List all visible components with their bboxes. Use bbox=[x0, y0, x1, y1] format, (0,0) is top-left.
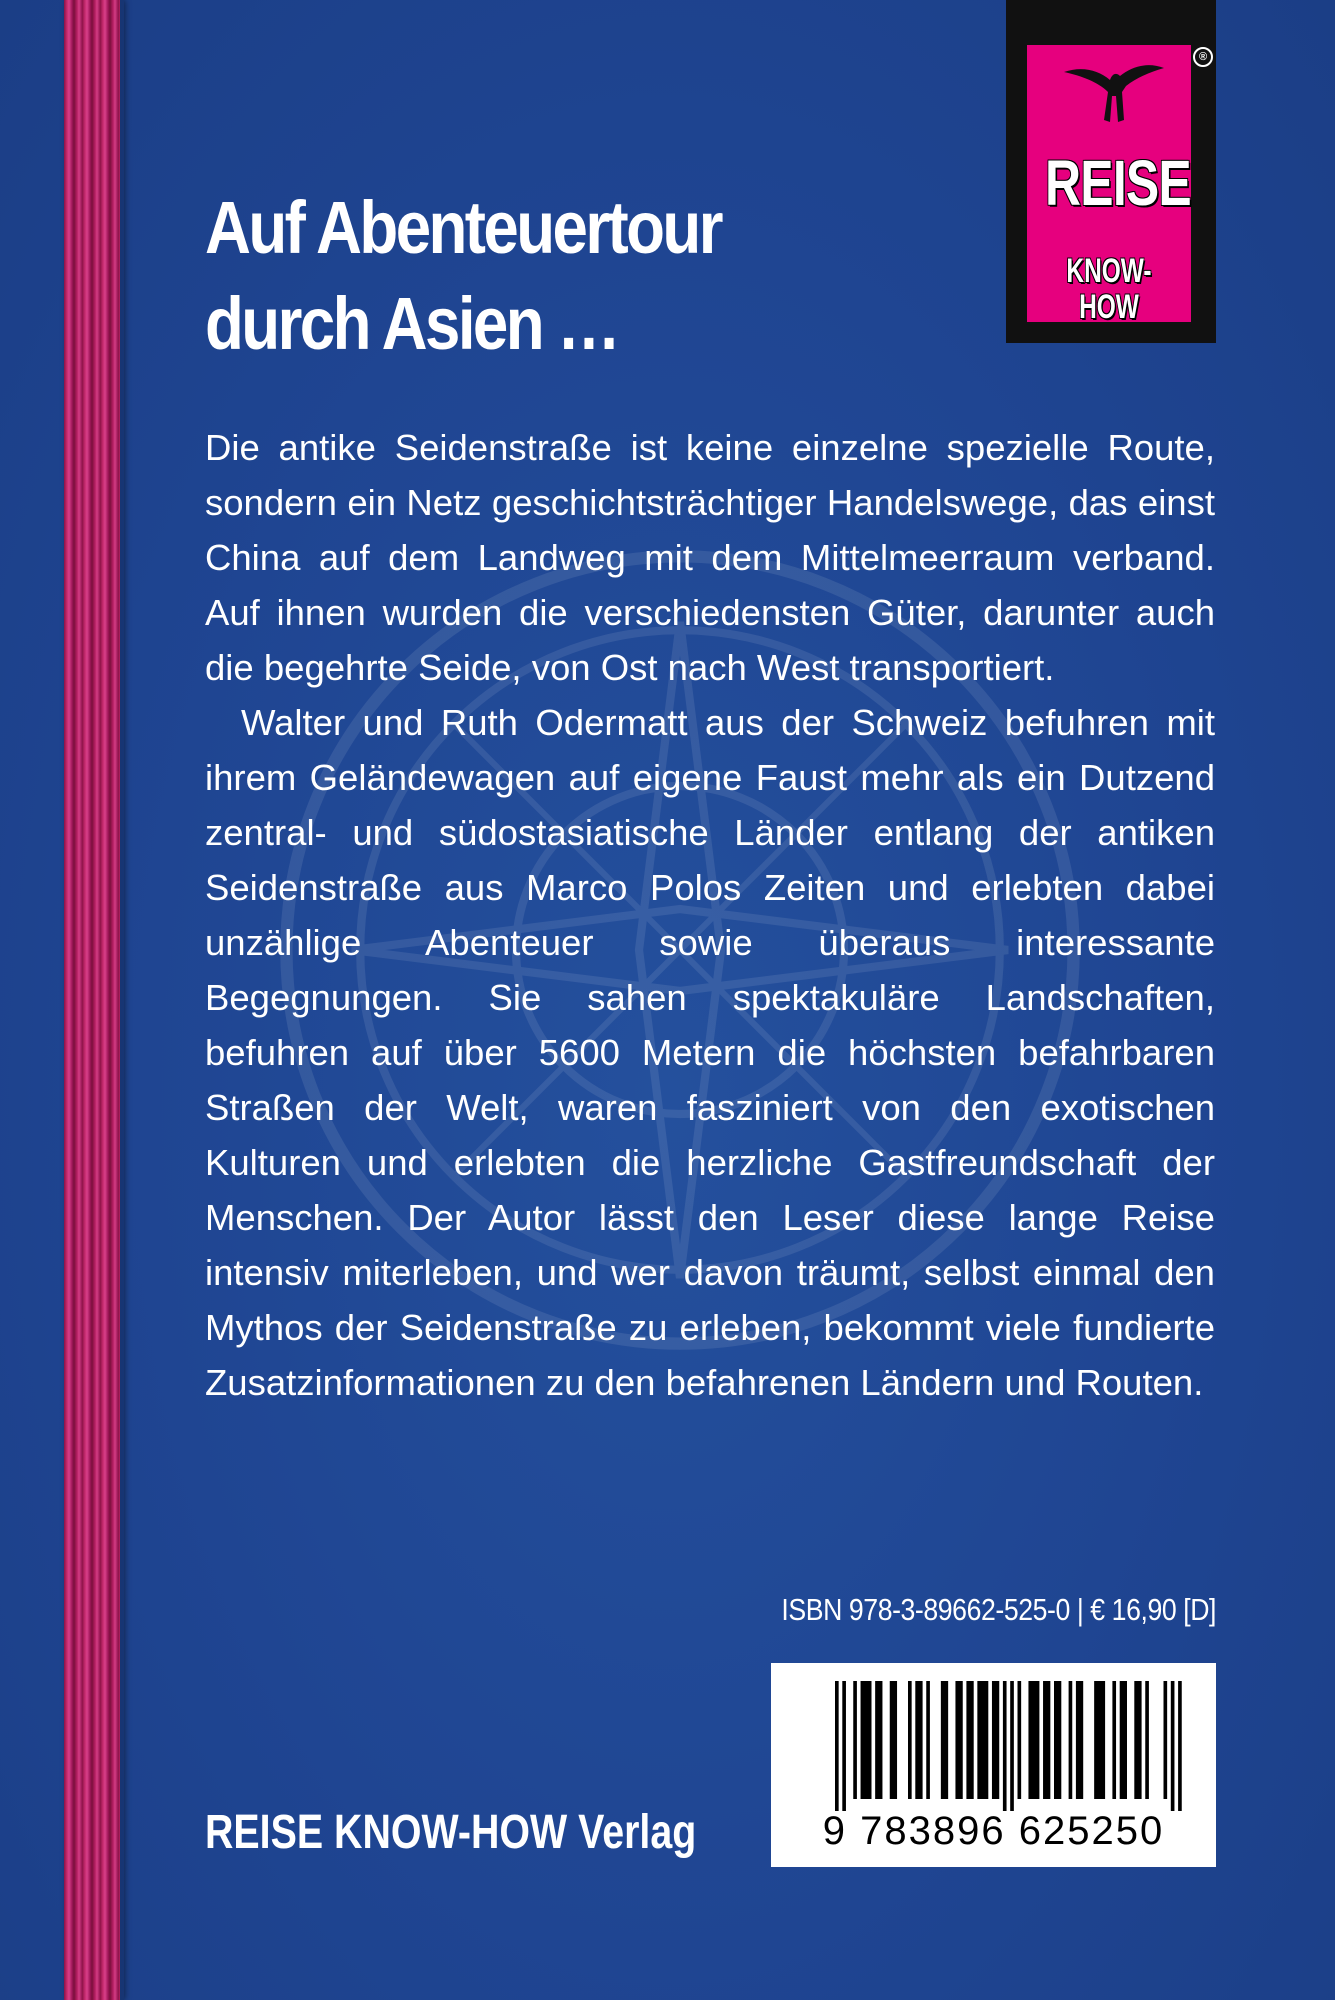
barcode-bar bbox=[1076, 1681, 1083, 1799]
barcode-bar bbox=[1003, 1681, 1007, 1811]
headline bbox=[205, 180, 738, 372]
barcode-bar bbox=[1069, 1681, 1073, 1799]
barcode-bar bbox=[890, 1681, 897, 1799]
bird-logo-icon bbox=[1062, 52, 1166, 126]
barcode-bar bbox=[966, 1681, 973, 1799]
ribbon-shadow-edge bbox=[120, 0, 124, 2000]
barcode-bar bbox=[941, 1681, 948, 1799]
barcode bbox=[771, 1663, 1216, 1867]
barcode-bar bbox=[977, 1681, 988, 1799]
barcode-bar bbox=[1043, 1681, 1050, 1799]
bookmark-ribbon bbox=[64, 0, 122, 2000]
barcode-bar bbox=[1018, 1681, 1022, 1799]
barcode-bar bbox=[853, 1681, 857, 1799]
barcode-bar bbox=[1164, 1681, 1168, 1799]
barcode-bar bbox=[875, 1681, 882, 1799]
barcode-bar bbox=[1010, 1681, 1014, 1811]
barcode-bar bbox=[1178, 1681, 1182, 1811]
barcode-bar bbox=[861, 1681, 872, 1799]
barcode-bar bbox=[992, 1681, 999, 1799]
barcode-bar bbox=[1094, 1681, 1105, 1799]
barcode-bar bbox=[1171, 1681, 1175, 1811]
barcode-bar bbox=[915, 1681, 922, 1799]
barcode-bar bbox=[1134, 1681, 1141, 1799]
logo-knowhow-text: KNOW-HOW bbox=[1066, 252, 1152, 326]
barcode-number: 9 783896 625250 bbox=[822, 1809, 1165, 1853]
publisher-name: REISE KNOW-HOW Verlag bbox=[205, 1806, 697, 1859]
blurb-paragraph-2: Walter und Ruth Odermatt aus der Schweiz befuhren mit ihrem Geländewagen auf eigene Faust mehr als ein Dutzend zentral- und südostasiatische Länder entlang der antiken Seidenstraße aus Marco Polos Zeiten und erlebten dabei unzählige Abenteuer sowie überaus interessante Begegnungen. Sie sahen spektakuläre Landschaften, befuhren auf über 5600 Metern die höchsten befahrbaren Straßen der Welt, waren fasziniert von den exotischen Kulturen und erlebten die herzliche Gastfreundschaft der Menschen. Der Autor lässt den Leser diese lange Reise intensiv miterleben, und wer davon träumt, selbst einmal den Mythos der Seidenstraße zu erleben, bekommt viele fundierte Zusatzinformationen zu den befahrenen Ländern und Routen. bbox=[205, 702, 1215, 1403]
barcode-bar bbox=[1054, 1681, 1061, 1799]
headline-line-2: durch Asien … bbox=[205, 282, 619, 365]
barcode-bar bbox=[835, 1681, 839, 1811]
blurb-text bbox=[205, 420, 1215, 1410]
barcode-bar bbox=[1120, 1681, 1127, 1799]
blurb-paragraph-1: Die antike Seidenstraße ist keine einzelne spezielle Route, sondern ein Netz geschichtsträchtiger Handelswege, das einst China auf dem Landweg mit dem Mittelmeerraum verband. Auf ihnen wurden die verschiedensten Güter, darunter auch die begehrte Seide, von Ost nach West transportiert. bbox=[205, 427, 1215, 688]
logo-reise-text: REISE bbox=[1045, 147, 1191, 219]
barcode-bar bbox=[926, 1681, 930, 1799]
registered-mark: ® bbox=[1193, 47, 1213, 67]
headline-line-1: Auf Abenteuertour bbox=[205, 186, 721, 269]
isbn-price-line: ISBN 978-3-89662-525-0 | € 16,90 [D] bbox=[781, 1592, 1216, 1627]
barcode-bar bbox=[842, 1681, 846, 1811]
barcode-bar bbox=[1028, 1681, 1039, 1799]
barcode-bar bbox=[908, 1681, 912, 1799]
barcode-bar bbox=[955, 1681, 962, 1799]
barcode-bar bbox=[1112, 1681, 1116, 1799]
barcode-bar bbox=[1145, 1681, 1149, 1799]
barcode-bars bbox=[831, 1681, 1186, 1811]
